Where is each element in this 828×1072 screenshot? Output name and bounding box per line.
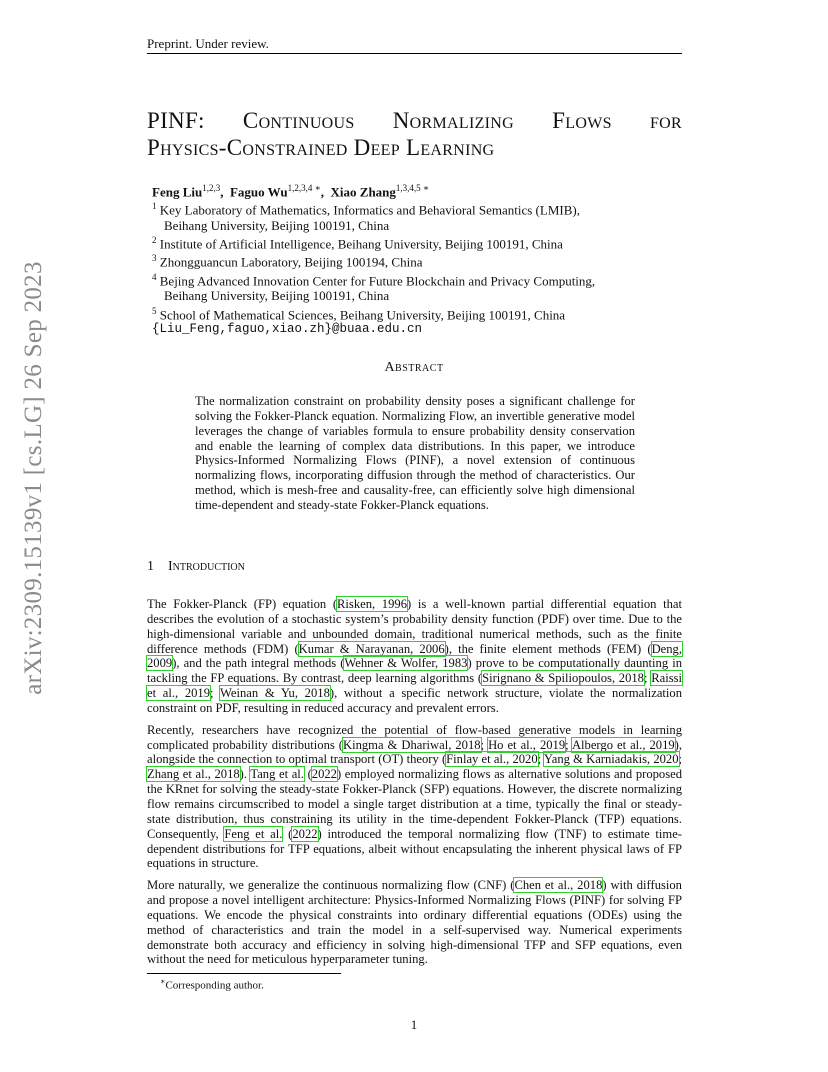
body-text: ), without a specific network structure, violate the normalization constraint on PDF, resulting in reduced accuracy and prevalent errors. (147, 686, 682, 715)
footnote (160, 977, 264, 992)
citation-link[interactable]: 2022 (311, 767, 337, 782)
footnote-text: Corresponding author. (165, 979, 264, 992)
title-line-2: Physics-Constrained Deep Learning (147, 135, 495, 160)
section-number: 1 (147, 559, 154, 574)
citation-link[interactable]: Chen et al., 2018 (514, 878, 603, 893)
citation-link[interactable]: Deng, 2009 (147, 641, 682, 671)
body-text: ; (537, 752, 544, 767)
citation-link[interactable]: Wehner & Wolfer, 1983 (344, 656, 468, 671)
body-text: ; (565, 737, 572, 752)
citation-link[interactable]: 2022 (292, 826, 318, 841)
abstract-text: The normalization constraint on probability density poses a significant challenge for solving the Fokker-Planck equation. Normalizing Flow, an invertible generative model leverages the change of variables formula to ensure probability density conservation and enable the learning of complex data distributions. In this paper, we introduce Physics-Informed Normalizing Flows (PINF), a novel extension of continuous normalizing flows, incorporating diffusion through the method of characteristics. Our method, which is mesh-free and causality-free, can efficiently solve high dimensional time-dependent and steady-state Fokker-Planck equations. (195, 394, 635, 512)
paper-title (147, 107, 682, 161)
citation-link[interactable]: Weinan & Yu, 2018 (220, 686, 330, 701)
title-line-1 (147, 107, 682, 134)
affiliation-line: $^1$ Key Laboratory of Mathematics, Informatics and Behavioral Semantics (LMIB), (152, 201, 580, 218)
body-text: More naturally, we generalize the continuous normalizing flow (CNF) ( (147, 878, 515, 893)
body-text: ), the finite element methods (FEM) ( (444, 641, 652, 656)
title-word: Continuous (242, 108, 355, 133)
body-text: ), and the path integral methods ( (172, 656, 345, 671)
citation-link[interactable]: Finlay et al., 2020 (446, 752, 538, 767)
title-word: Flows (552, 108, 612, 133)
citation-link[interactable]: Kingma & Dhariwal, 2018 (342, 737, 481, 752)
running-header: Preprint. Under review. (147, 36, 269, 51)
body-text: ) with diffusion and propose a novel intelligent architecture: Physics-Informed Normalizing Flows (PINF) for solving FP equations. We encode the physical constraints into ordinary differential equations (ODEs) using the method of characteristics and train the model in a self-supervised way. Numerical experiments demonstrate both accuracy and efficiency in solving high-dimensional TFP and SFP equations, even without the need for meticulous hyperparameter tuning. (147, 878, 682, 967)
citation-link[interactable]: Ho et al., 2019 (488, 737, 566, 752)
citation-link[interactable]: Feng et al. (224, 826, 283, 841)
arxiv-side-stamp (20, 261, 60, 695)
header-rule (147, 53, 682, 54)
section-title: Introduction (168, 559, 245, 574)
body-text: ) employed normalizing flows as alternative solutions and proposed the KRnet for solving the steady-state Fokker-Planck (SFP) equations. However, the discrete normalizing flow remains circumscribed to model a single target distribution at a time, typically the final or steady-state distribution, thus constraining its utility in the time-dependent Fokker-Planck (TFP) equations. Consequently, (147, 767, 683, 841)
author-name: Feng Liu (152, 184, 203, 200)
title-word: PINF: (147, 108, 205, 133)
footnote-rule (147, 973, 341, 974)
body-text: ). (239, 767, 251, 782)
citation-link[interactable]: Zhang et al., 2018 (147, 767, 240, 782)
page-number: 1 (410, 1017, 418, 1032)
affiliation-line: $^5$ School of Mathematical Sciences, Beihang University, Beijing 100191, China (152, 305, 566, 322)
citation-link[interactable]: Tang et al. (250, 767, 304, 782)
affiliation-line: Beihang University, Beijing 100191, China (164, 288, 390, 304)
section-heading (147, 559, 245, 575)
affiliation-line: $^2$ Institute of Artificial Intelligence, Beihang University, Beijing 100191, China (152, 234, 563, 252)
body-text: ) is a well-known partial differential equation that describes the evolution of a stochastic system’s probability density function (PDF) over time. Due to the high-dimensional variable and unbounded domain, traditional numerical methods, such as the finite difference methods (FDM) ( (147, 597, 683, 656)
body-text: ) prove to be computationally daunting in tackling the FP equations. By contrast, deep learning algorithms ( (147, 656, 682, 686)
affiliation-line: $^4$ Bejing Advanced Innovation Center for Future Blockchain and Privacy Computing, (152, 271, 596, 289)
affiliation-line: Beihang University, Beijing 100191, China (164, 217, 390, 233)
citation-link[interactable]: Raissi et al., 2019 (147, 671, 682, 701)
body-paragraph (147, 878, 682, 967)
body-paragraph (147, 723, 682, 871)
citation-link[interactable]: Sirignano & Spiliopoulos, 2018 (482, 671, 644, 686)
affiliations (152, 199, 595, 337)
body-text: ) introduced the temporal normalizing flow (TNF) to estimate time-dependent distributions for TFP equations, albeit without encapsulating the inherent physical laws of FP equations in structure. (147, 826, 682, 871)
title-word: for (649, 108, 682, 133)
body-text: ; (643, 671, 652, 686)
body-text: ; (480, 737, 489, 752)
citation-link[interactable]: Risken, 1996 (337, 597, 407, 611)
arxiv-identifier: arXiv:2309.15139v1 [cs.LG] 26 Sep 2023 (20, 261, 47, 695)
affiliation-line: $^3$ Zhongguancun Laboratory, Beijing 100194, China (152, 253, 423, 270)
body-text: ( (303, 767, 312, 782)
citation-link[interactable]: Yang & Karniadakis, 2020 (543, 752, 679, 767)
body-text: ; (210, 686, 220, 701)
author-affil-sup: 1,2,3,4 ∗ (287, 183, 321, 193)
author-list: Feng Liu$^{1,2,3}$, Faguo $Wu^{1,2,3,4 ∗}$, Xiao Zhang$^{1,3,4,5 ∗}$ (152, 183, 430, 200)
body-text: The Fokker-Planck (FP) equation ( (147, 597, 338, 611)
body-paragraph (147, 597, 682, 716)
author-email[interactable]: {Liu_Feng,faguo,xiao.zh}@buaa.edu.cn (152, 322, 423, 337)
author-affil-sup: 1,2,3 (202, 183, 221, 193)
body-text: ), alongside the connection to optimal transport (OT) theory ( (147, 737, 683, 767)
abstract-heading: Abstract (384, 360, 444, 375)
citation-link[interactable]: Kumar & Narayanan, 2006 (298, 641, 445, 656)
body-text: ( (282, 826, 293, 841)
author-name: Xiao Zhang (330, 184, 396, 200)
author-name: Faguo Wu (229, 184, 288, 200)
introduction-body (147, 597, 682, 974)
title-word: Normalizing (392, 108, 514, 133)
body-text: ; (678, 752, 683, 767)
citation-link[interactable]: Albergo et al., 2019 (571, 737, 675, 752)
body-text: Recently, researchers have recognized the potential of flow-based generative models in learning complicated probability distributions ( (147, 722, 682, 752)
author-affil-sup: 1,3,4,5 ∗ (395, 183, 430, 193)
footnote-mark: ∗ (160, 977, 166, 986)
